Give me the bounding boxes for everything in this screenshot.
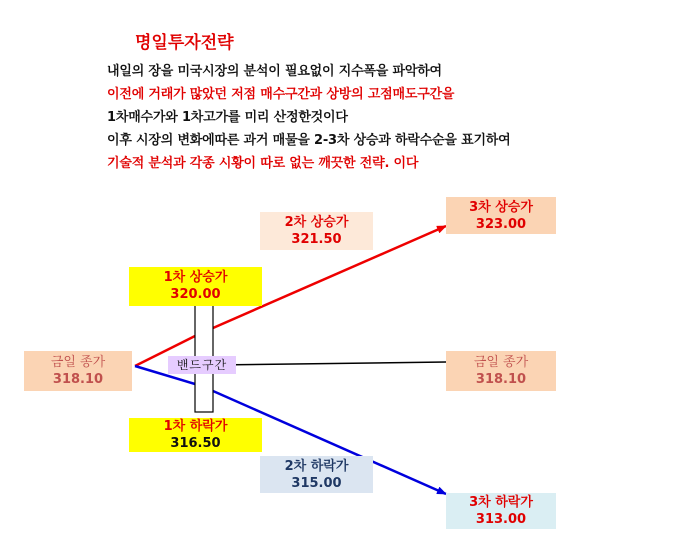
close-price-left-label: 금일 종가 — [50, 355, 106, 370]
description-line-3: 1차매수가와 1차고가를 미리 산정한것이다 — [107, 110, 348, 125]
up-2-value: 321.50 — [291, 232, 342, 247]
description-line-2: 이전에 거래가 많았던 저점 매수구간과 상방의 고점매도구간을 — [107, 87, 455, 102]
down-3-label: 3차 하락가 — [469, 495, 533, 510]
down-3-box — [446, 493, 556, 529]
down-2-value: 315.00 — [291, 476, 342, 491]
close-price-right-value: 318.10 — [475, 372, 527, 387]
up-1-value: 320.00 — [170, 287, 221, 302]
up-1-label: 1차 상승가 — [163, 270, 228, 285]
up-2-box — [260, 212, 373, 250]
up-1-box — [129, 267, 262, 306]
down-3-value: 313.00 — [475, 512, 527, 527]
close-price-right-box — [446, 351, 556, 391]
down-2-box — [260, 456, 373, 493]
close-price-left-value: 318.10 — [52, 372, 104, 387]
up-3-box — [446, 197, 556, 234]
up-2-label: 2차 상승가 — [284, 215, 349, 230]
close-price-left-box — [24, 351, 132, 391]
description-line-1: 내일의 장을 미국시장의 분석이 필요없이 지수폭을 파악하여 — [107, 64, 442, 79]
description-line-4: 이후 시장의 변화에따른 과거 매물을 2-3차 상승과 하락수순을 표기하여 — [107, 133, 511, 148]
up-3-label: 3차 상승가 — [469, 200, 533, 215]
flat-line — [213, 362, 446, 365]
down-1-label: 1차 하락가 — [163, 419, 228, 434]
description-line-5: 기술적 분석과 각종 시황이 따로 없는 깨끗한 전략. 이다 — [107, 156, 419, 171]
down-2-label: 2차 하락가 — [284, 459, 349, 474]
page-title: 명일투자전략 — [135, 33, 234, 53]
band-range-label: 밴드구간 — [168, 356, 236, 374]
up-3-value: 323.00 — [475, 217, 527, 232]
down-1-box — [129, 418, 262, 452]
close-price-right-label: 금일 종가 — [473, 355, 529, 370]
down-1-value: 316.50 — [170, 436, 221, 451]
